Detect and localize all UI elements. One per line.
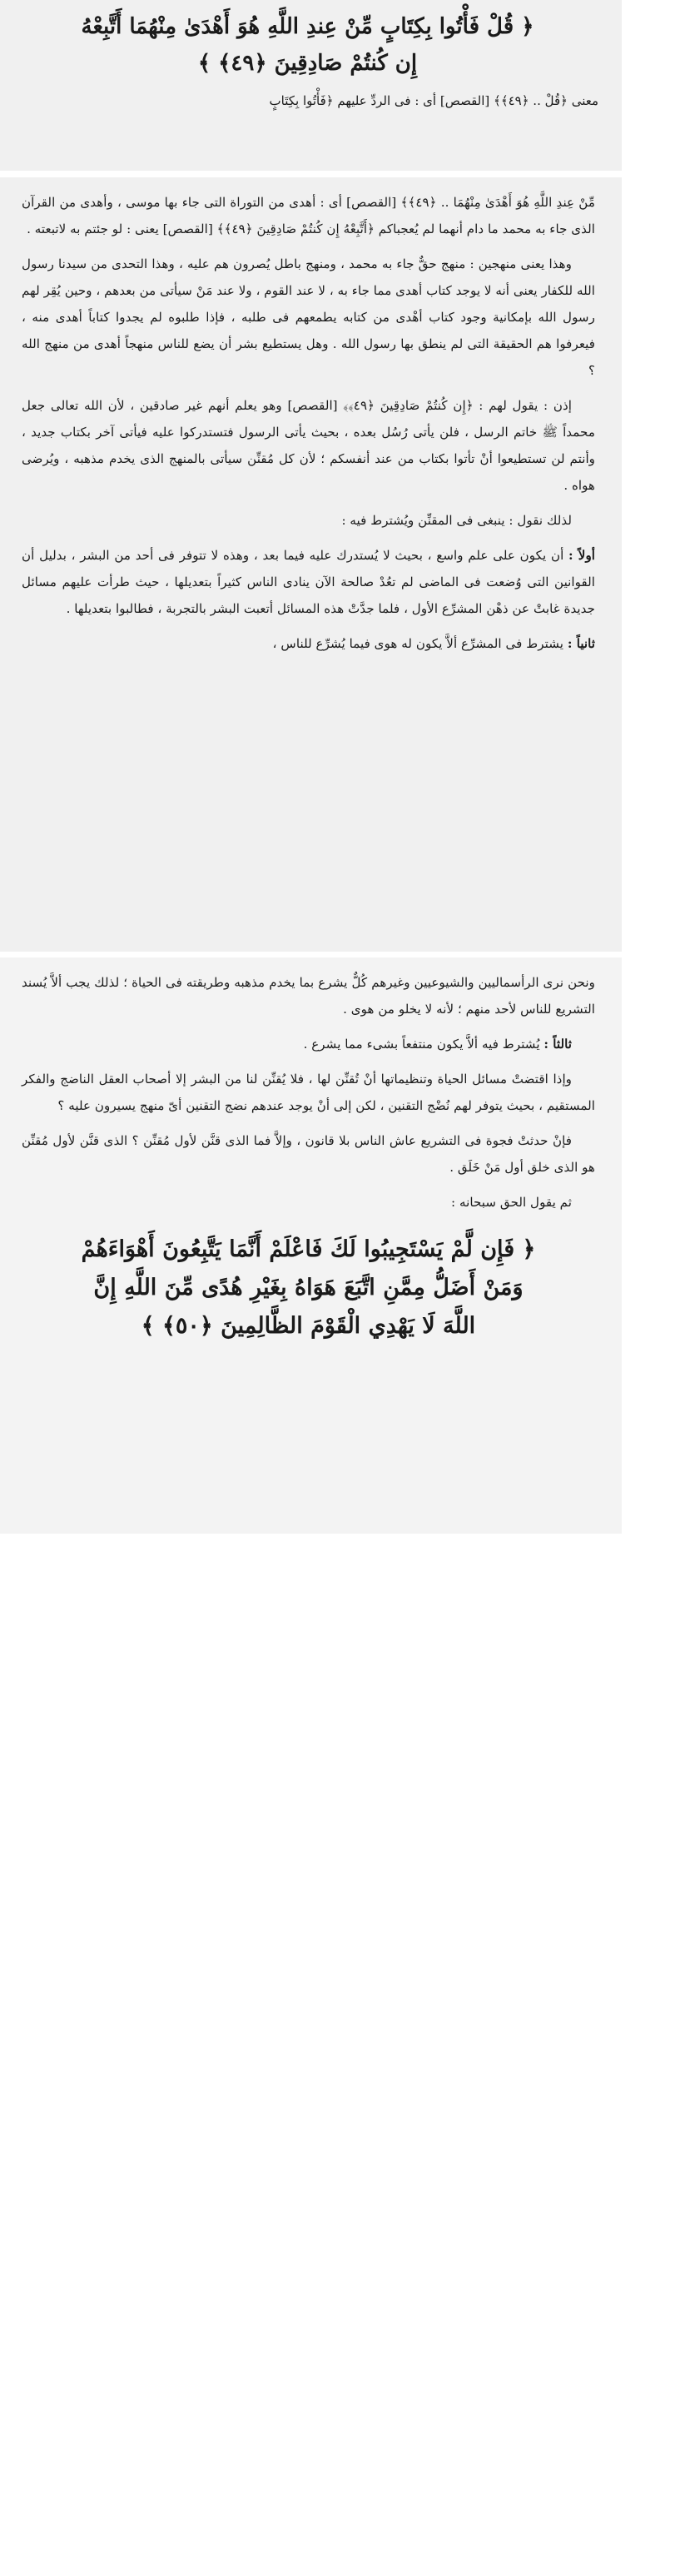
- commentary-paragraph: وإذا اقتضتْ مسائل الحياة وتنظيماتها أنْ تُقنِّن لها ، فلا يُقنِّن لنا من البشر إلا أصحاب العقل الناضج والفكر المستقيم ، بحيث يتوفر لهم نُضْج التقنين ، لكن إلى أنْ يوجد عندهم نضج التقنين أىّ منهج يسيرون عليه ؟: [22, 1072, 595, 1113]
- quran-verse-line: وَمَنْ أَضَلُّ مِمَّنِ اتَّبَعَ هَوَاهُ بِغَيْرِ هُدًى مِّنَ اللَّهِ إِنَّ: [93, 1275, 524, 1300]
- scan-block-continuation: [0, 957, 622, 1534]
- point-lead: ثالثاً :: [543, 1037, 572, 1052]
- commentary-paragraph: إذن : يقول لهم : ﴿إِن كُنتُمْ صَادِقِينَ ﴿٤٩﴾﴾ [القصص] وهو يعلم أنهم غير صادقين ، لأن الله تعالى جعل محمداً ﷺ خاتم الرسل ، فلن يأتى رُسُل بعده ، بحيث يأتى الرسول فتستدركوا عليه فيأتى آخر بكتاب جديد ، وأنتم لن تستطيعوا أنْ تأتوا بكتاب من عند أنفسكم ؛ لأن كل مُقنِّن سيأتى بالمنهج الذى يخدم مذهبه ، ويُرضى هواه .: [22, 398, 595, 493]
- quran-verse-line: ﴿ قُلْ فَأْتُوا بِكِتَابٍ مِّنْ عِندِ اللَّهِ هُوَ أَهْدَىٰ مِنْهُمَا أَتَّبِعْهُ: [81, 14, 534, 39]
- meaning-line: معنى ﴿قُلْ .. ﴿٤٩﴾﴾ [القصص] أى : فى الردِّ عليهم ﴿فَأْتُوا بِكِتَابٍ: [269, 93, 598, 108]
- commentary-paragraph: لذلك نقول : ينبغى فى المقنِّن ويُشترط فيه :: [341, 513, 572, 528]
- commentary-paragraph: [22, 630, 595, 657]
- point-lead: أولاً :: [568, 548, 596, 563]
- commentary-paragraph: ونحن نرى الرأسماليين والشيوعيين وغيرهم كُلٌّ يشرع بما يخدم مذهبه وطريقته فى الحياة ؛ لذلك يجب ألاَّ يُسند التشريع للناس لأحد منهم ؛ لأنه لا يخلو من هوى .: [22, 975, 595, 1017]
- commentary-paragraph: فإنْ حدثتْ فجوة فى التشريع عاش الناس بلا قانون ، وإلاَّ فما الذى قنَّن لأول مُقنِّن ؟ الذى قنَّن لأول مُقنِّن هو الذى خلق أول مَنْ خَلَق .: [22, 1133, 595, 1175]
- scan-block-verse-49: [0, 0, 622, 171]
- commentary-paragraph: وهذا يعنى منهجين : منهج حقٌّ جاء به محمد ، ومنهج باطل يُصرون هم عليه ، وهذا التحدى من سيدنا رسول الله للكفار يعنى أنه لا يوجد كتاب أهدى مما جاء به ، لا عند القوم ، ولا عند مَنْ سيأتى من بعدهم ، وحين يُقِر لهم رسول الله بإمكانية وجود كتاب أهْدى من كتابه يطمعهم فى طلبه ، فإذا طلبوه لم يجدوا كتاباً أهدى منه ، فيعرفوا هم الحقيقة التى لم ينطق بها رسول الله . وهل يستطيع بشر أن يضع للناس منهجاً أهدى من منهج الله ؟: [22, 256, 595, 378]
- scan-block-commentary: [0, 177, 622, 952]
- quran-verse-line: ﴿ فَإِن لَّمْ يَسْتَجِيبُوا لَكَ فَاعْلَمْ أَنَّمَا يَتَّبِعُونَ أَهْوَاءَهُمْ: [81, 1236, 536, 1262]
- point-lead: ثانياً :: [567, 636, 595, 651]
- point-text: أن يكون على علم واسع ، بحيث لا يُستدرك عليه فيما بعد ، وهذه لا تتوفر فى أحد من البشر ، بدليل أن القوانين التى وُضعت فى الماضى لم تعُدْ صالحة الآن ينادى الناس كثيراً بتعديلها ، حيث طرأت عليهم مسائل جديدة غابتْ عن ذهْن المشرِّع الأول ، فلما جدَّتْ هذه المسائل أتعبت البشر بالتجربة ، فطالبوا بتعديلها .: [22, 548, 595, 616]
- commentary-paragraph: ثم يقول الحق سبحانه :: [451, 1195, 572, 1210]
- commentary-paragraph: مِّنْ عِندِ اللَّهِ هُوَ أَهْدَىٰ مِنْهُمَا .. ﴿٤٩﴾﴾ [القصص] أى : أهدى من التوراة التى جاء بها موسى ، وأهدى من القرآن الذى جاء به محمد ما دام أنهما لم يُعجباكم ﴿أَتَّبِعْهُ إِن كُنتُمْ صَادِقِينَ ﴿٤٩﴾﴾ [القصص] يعنى : لو جئتم به لاتبعته .: [22, 195, 596, 236]
- commentary-paragraph: [22, 542, 595, 622]
- quran-verse-line: اللَّهَ لَا يَهْدِي الْقَوْمَ الظَّالِمِينَ ﴿٥٠﴾ ﴾: [141, 1313, 476, 1339]
- point-text: يُشترط فيه ألاَّ يكون منتفعاً بشىء مما يشرع .: [303, 1037, 540, 1052]
- commentary-paragraph: [22, 1031, 595, 1057]
- quran-verse-line: إِن كُنتُمْ صَادِقِينَ ﴿٤٩﴾ ﴾: [197, 51, 418, 76]
- point-text: يشترط فى المشرِّع ألاَّ يكون له هوى فيما يُشرِّع للناس ،: [272, 636, 563, 651]
